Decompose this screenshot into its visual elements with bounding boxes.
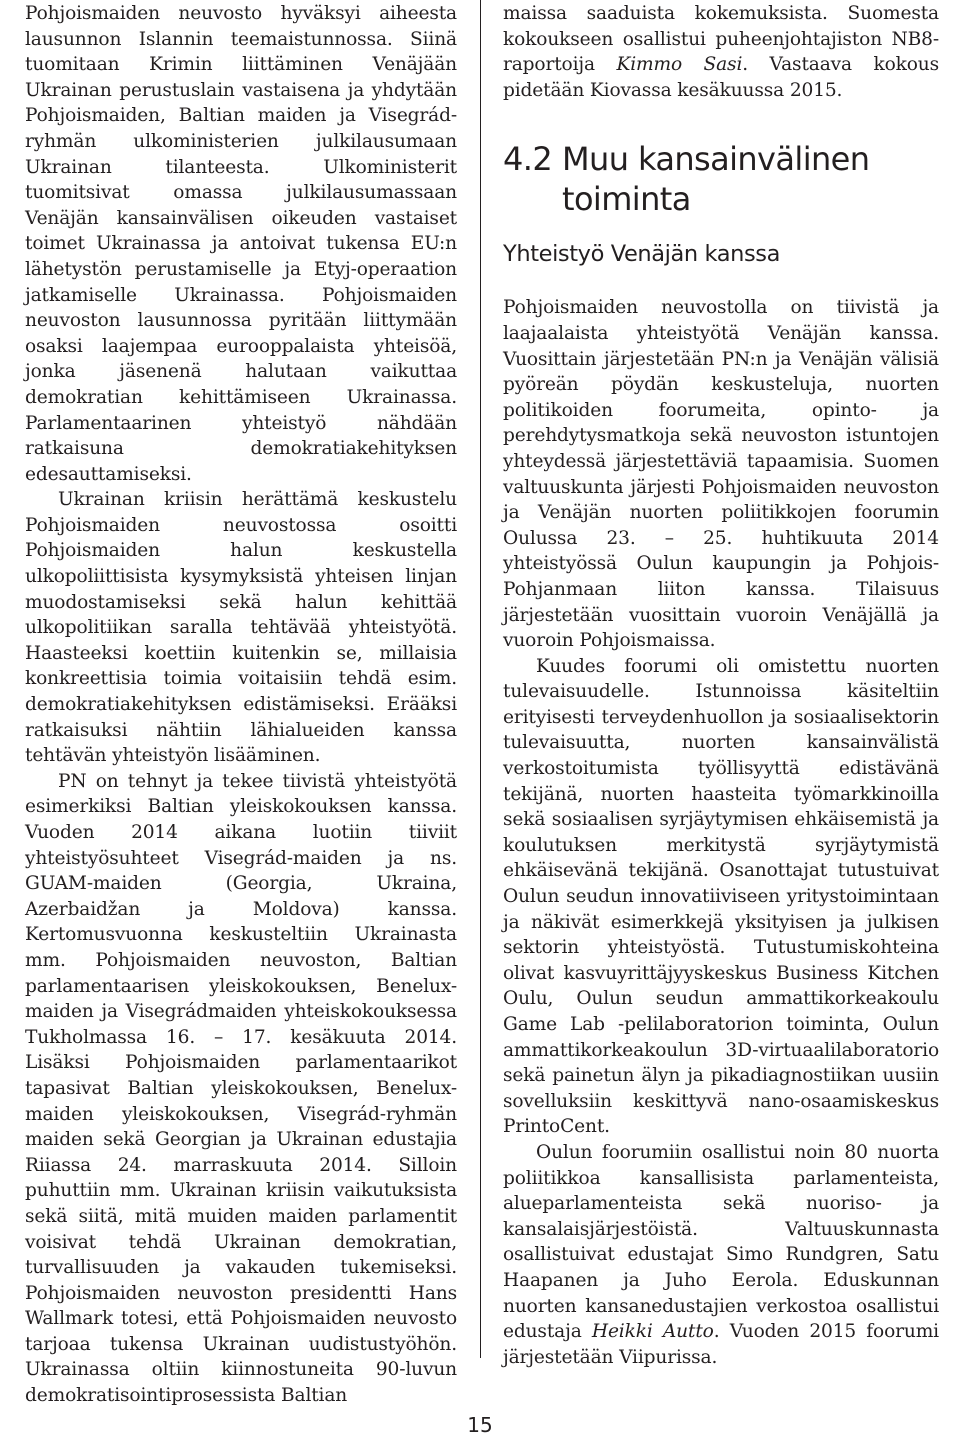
text-span: . Vuoden 2015 foorumi järjestetään Viipurissa.	[503, 1321, 939, 1368]
paragraph: PN on tehnyt ja tekee tiivistä yhteistyötä esimerkiksi Baltian yleiskokouksen kanssa. Vuoden 2014 aikana luotiin tiiviit yhteistyösuhteet Visegrád-maiden ja ns. GUAM-maiden (Georgia, Ukraina, Azerbaidžan ja Moldova) kanssa. Kertomusvuonna keskusteltiin Ukrainasta mm. Pohjoismaiden neuvoston, Baltian parlamentaarisen yleiskokouksen, Benelux-maiden ja Visegrádmaiden yhteiskokouksessa Tukholmassa 16. – 17. kesäkuuta 2014. Lisäksi Pohjoismaiden parlamentaarikot tapasivat Baltian yleiskokouksen, Benelux-maiden yleiskokouksen, Visegrád-ryhmän maiden sekä Georgian ja Ukrainan edustajia Riiassa 24. marraskuuta 2014. Silloin puhuttiin mm. Ukrainan kriisin vaikutuksista sekä siitä, mitä muiden maiden parlamentit voisivat tehdä Ukrainan demokratian, turvallisuuden ja vakauden tukemiseksi. Pohjoismaiden neuvoston presidentti Hans Wallmark totesi, että Pohjoismaiden neuvosto tarjoaa tukensa Ukrainan uudistustyöhön. Ukrainassa oltiin kiinnostuneita 90-luvun demokratisointiprosessista Baltian	[25, 770, 457, 1407]
paragraph	[503, 1140, 939, 1370]
section-number: 4.2	[503, 140, 553, 179]
left-column	[25, 1, 457, 1409]
paragraph: Ukrainan kriisin herättämä keskustelu Pohjoismaiden neuvostossa osoitti Pohjoismaiden halun keskustella ulkopoliittisista kysymyksistä yhteisen linjan muodostamiseksi sekä halun kehittää ulkopolitiikan saralla tehtävää yhteistyötä. Haasteeksi koettiin kuitenkin se, millaisia konkreettisia toimia voitaisiin tehdä esim. demokratiakehityksen edistämiseksi. Erääksi ratkaisuksi nähtiin lähialueiden kanssa tehtävän yhteistyön lisääminen.	[25, 489, 457, 767]
person-name: Heikki Autto	[591, 1321, 714, 1343]
paragraph	[503, 1, 939, 103]
section-title: Muu kansainvälinen toiminta	[562, 140, 870, 219]
subsection-heading: Yhteistyö Venäjän kanssa	[503, 241, 781, 268]
person-name: Kimmo Sasi	[616, 54, 743, 76]
section-heading	[503, 139, 939, 219]
paragraph: Pohjoismaiden neuvosto hyväksyi aiheesta lausunnon Islannin teemaistunnossa. Siinä tuomitaan Krimin liittäminen Venäjään Ukrainan perustuslain vastaisena ja yhdytään Pohjoismaiden, Baltian maiden ja Visegrád-ryhmän ulkoministerien julkilausumaan Ukrainan tilanteesta. Ulkoministerit tuomitsivat omassa julkilausumassaan Venäjän kansainvälisen oikeuden vastaiset toimet Ukrainassa ja antoivat tukensa EU:n lähetystön perustamiselle ja Etyj-operaation jatkamiselle Ukrainassa. Pohjoismaiden neuvoston lausunnossa pyritään liittymään osaksi laajempaa eurooppalaista yhteisöä, jonka jäsenenä halutaan vaikuttaa demokratian kehittämiseen Ukrainassa. Parlamentaarinen yhteistyö nähdään ratkaisuna demokratiakehityksen edesauttamiseksi.	[25, 3, 457, 485]
paragraph: Pohjoismaiden neuvostolla on tiivistä ja laajaalaista yhteistyötä Venäjän kanssa. Vuosittain järjestetään PN:n ja Venäjän välisiä pyöreän pöydän keskusteluja, nuorten politikoiden foorumeita, opinto- ja perehdytysmatkoja sekä neuvoston istuntojen yhteydessä järjestettäviä tapaamisia. Suomen valtuuskunta järjesti Pohjoismaiden neuvoston ja Venäjän nuorten poliitikkojen foorumin Oulussa 23. – 25. huhtikuuta 2014 yhteistyössä Oulun kaupungin ja Pohjois-Pohjanmaan liiton kanssa. Tilaisuus järjestetään vuosittain vuoroin Venäjällä ja vuoroin Pohjoismaissa.	[503, 297, 939, 652]
right-column	[503, 1, 939, 1370]
paragraph: Kuudes foorumi oli omistettu nuorten tulevaisuudelle. Istunnoissa käsiteltiin erityisesti terveydenhuollon ja sosiaalisektorin tulevaisuutta, nuorten kansainvälistä verkostoitumista työllisyyttä edistävänä tekijänä, nuorten haasteita työmarkkinoilla sekä sosiaalisen syrjäytymisen ehkäisemistä ja koulutuksen merkitystä syrjäytymistä ehkäisevänä tekijänä. Osanottajat tutustuivat Oulun seudun innovatiiviseen yritystoimintaan ja näkivät esimerkkejä yksityisen ja julkisen sektorin yhteistyöstä. Tutustumiskohteina olivat kasvuyrittäjyyskeskus Business Kitchen Oulu, Oulun seudun ammattikorkeakoulu Game Lab -pelilaboratorion toiminta, Oulun ammattikorkeakoulun 3D-virtuaalilaboratorio sekä painetun älyn ja pikadiagnostiikan uusiin sovelluksiin keskittyvä nano-osaamiskeskus PrintoCent.	[503, 655, 939, 1138]
column-divider	[480, 0, 481, 1358]
text-span: Oulun foorumiin osallistui noin 80 nuorta poliitikkoa kansallisista parlamenteista, alueparlamenteista sekä nuoriso- ja kansalaisjärjestöistä. Valtuuskunnasta osallistuivat edustajat Simo Rundgren, Satu Haapanen ja Juho Eerola. Eduskunnan nuorten kansanedustajien verkostoa osallistui edustaja	[503, 1141, 939, 1343]
page-number: 15	[467, 1413, 493, 1437]
text-span: . Vastaava kokous pidetään Kiovassa kesäkuussa 2015.	[503, 54, 939, 101]
text-span: maissa saaduista kokemuksista. Suomesta kokoukseen osallistui puheenjohtajiston NB8-raportoija	[503, 3, 939, 76]
